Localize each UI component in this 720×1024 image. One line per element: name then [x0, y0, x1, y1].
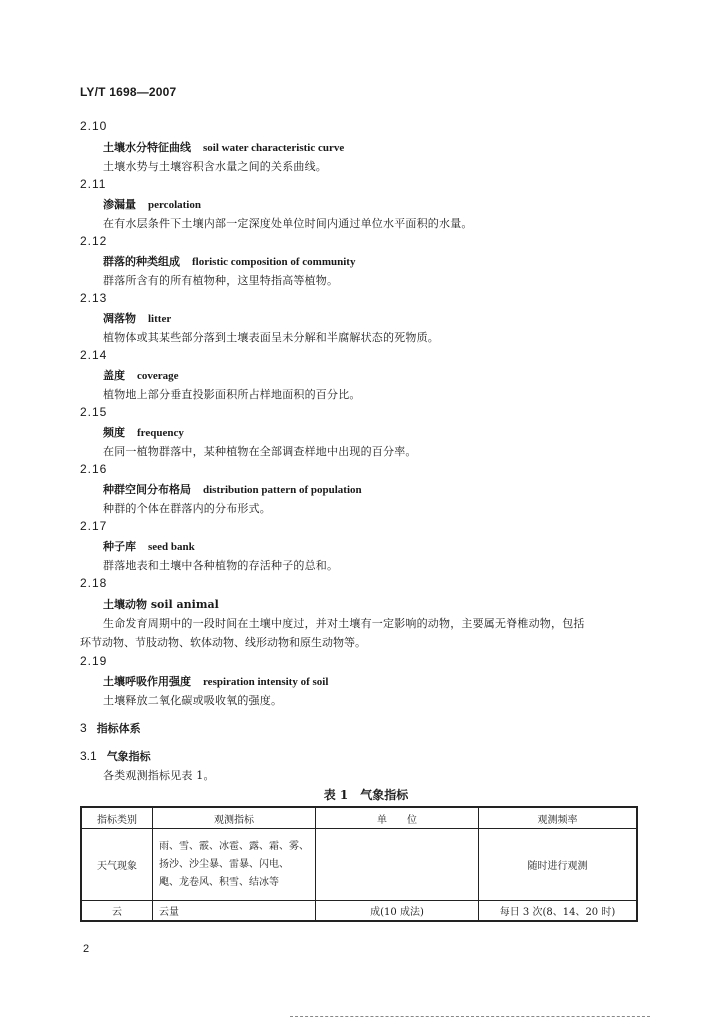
meteorological-indicators-table [80, 806, 638, 922]
term-definition: 植物地上部分垂直投影面积所占样地面积的百分比。 [103, 388, 361, 401]
clause-number: 2.17 [80, 519, 108, 533]
term-definition: 在有水层条件下土壤内部一定深度处单位时间内通过单位水平面积的水量。 [103, 217, 473, 230]
section-heading [80, 720, 141, 736]
table-caption [0, 786, 720, 803]
term-definition-continued: 环节动物、节肢动物、软体动物、线形动物和原生动物等。 [80, 636, 366, 649]
subsection-heading [80, 748, 151, 764]
scan-artifact-line [290, 1016, 650, 1017]
term-definition: 土壤释放二氧化碳或吸收氧的强度。 [103, 694, 283, 707]
term-definition: 土壤水势与土壤容积含水量之间的关系曲线。 [103, 160, 327, 173]
term-cn: 土壤呼吸作用强度 [103, 675, 191, 688]
document-code-header: LY/T 1698—2007 [80, 85, 177, 99]
cell-category: 云 [81, 901, 153, 921]
term-en: litter [148, 313, 172, 325]
term-heading [103, 424, 184, 440]
page-number: 2 [83, 943, 90, 955]
indicator-line: 飑、龙卷风、积雪、结冰等 [159, 876, 279, 888]
term-cn: 凋落物 [103, 312, 136, 325]
cell-unit [316, 829, 479, 901]
table-row [81, 901, 637, 921]
section-title: 指标体系 [96, 722, 141, 735]
table-title: 气象指标 [360, 788, 409, 802]
subsection-number: 3.1 [80, 749, 97, 763]
clause-number: 2.16 [80, 462, 108, 476]
clause-number: 2.13 [80, 291, 108, 305]
term-en: soil water characteristic curve [203, 142, 345, 154]
table-label: 表 1 [323, 788, 349, 802]
term-heading [103, 673, 328, 689]
term-heading [103, 310, 171, 326]
term-definition: 生命发育周期中的一段时间在土壤中度过，并对土壤有一定影响的动物，主要属无脊椎动物，包括 [103, 617, 585, 630]
term-cn: 盖度 [103, 369, 125, 382]
term-cn: 土壤动物 soil animal [103, 598, 219, 611]
term-en: floristic composition of community [192, 256, 356, 268]
term-heading [103, 538, 195, 554]
cell-frequency: 每日 3 次(8、14、20 时) [479, 901, 638, 921]
term-cn: 频度 [103, 426, 125, 439]
clause-number: 2.14 [80, 348, 108, 362]
clause-number: 2.10 [80, 119, 108, 133]
term-en: percolation [148, 199, 201, 211]
col-header-indicator: 观测指标 [153, 807, 316, 829]
term-en: distribution pattern of population [203, 484, 362, 496]
cell-category: 天气现象 [81, 829, 153, 901]
term-heading [103, 367, 179, 383]
indicator-line: 扬沙、沙尘暴、雷暴、闪电、 [159, 858, 289, 870]
subsection-text: 各类观测指标见表 1。 [103, 769, 215, 782]
term-en: seed bank [148, 541, 195, 553]
term-definition: 群落地表和土壤中各种植物的存活种子的总和。 [103, 559, 339, 572]
term-cn: 种子库 [103, 540, 136, 553]
table-row [81, 829, 637, 901]
term-en: coverage [137, 370, 179, 382]
cell-unit: 成(10 成法) [316, 901, 479, 921]
term-definition: 在同一植物群落中，某种植物在全部调查样地中出现的百分率。 [103, 445, 417, 458]
indicator-line: 雨、雪、霰、冰雹、露、霜、雾、 [159, 840, 309, 852]
table-header-row [81, 807, 637, 829]
term-cn: 群落的种类组成 [103, 255, 180, 268]
term-heading [103, 253, 355, 269]
col-header-frequency: 观测频率 [479, 807, 638, 829]
term-cn: 种群空间分布格局 [103, 483, 191, 496]
col-header-category: 指标类别 [81, 807, 153, 829]
clause-number: 2.12 [80, 234, 108, 248]
clause-number: 2.18 [80, 576, 108, 590]
clause-number: 2.11 [80, 177, 107, 191]
term-definition: 种群的个体在群落内的分布形式。 [103, 502, 271, 515]
term-cn: 土壤水分特征曲线 [103, 141, 191, 154]
subsection-title: 气象指标 [106, 750, 151, 763]
term-heading [103, 481, 362, 497]
clause-number: 2.19 [80, 654, 108, 668]
cell-indicators: 云量 [153, 901, 316, 921]
section-number: 3 [80, 721, 87, 735]
term-heading [103, 596, 219, 612]
cell-frequency: 随时进行观测 [479, 829, 638, 901]
clause-number: 2.15 [80, 405, 108, 419]
term-definition: 群落所含有的所有植物种，这里特指高等植物。 [103, 274, 339, 287]
term-heading [103, 139, 344, 155]
term-en: respiration intensity of soil [203, 676, 329, 688]
term-en: frequency [137, 427, 184, 439]
term-heading [103, 196, 201, 212]
col-header-unit: 单 位 [316, 807, 479, 829]
term-definition: 植物体或其某些部分落到土壤表面呈未分解和半腐解状态的死物质。 [103, 331, 439, 344]
term-cn: 渗漏量 [103, 198, 136, 211]
cell-indicators [153, 829, 316, 901]
